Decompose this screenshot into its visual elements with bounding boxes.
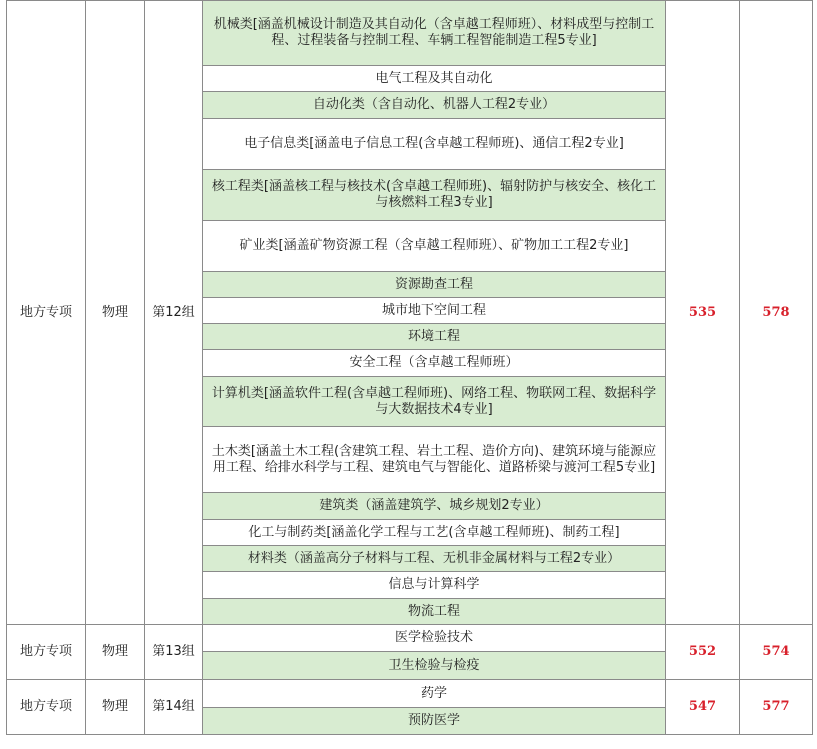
- major-cell: 安全工程（含卓越工程师班）: [203, 350, 666, 377]
- major-cell: 电气工程及其自动化: [203, 66, 666, 92]
- major-cell: 建筑类（涵盖建筑学、城乡规划2专业）: [203, 493, 666, 520]
- group-cell: 第13组: [145, 625, 203, 680]
- min-score-cell: 552: [666, 625, 740, 680]
- major-cell: 预防医学: [203, 708, 666, 735]
- major-cell: 土木类[涵盖土木工程(含建筑工程、岩土工程、造价方向)、建筑环境与能源应用工程、给排水科学与工程、建筑电气与智能化、道路桥梁与渡河工程5专业]: [203, 427, 666, 493]
- max-score-cell: 574: [740, 625, 813, 680]
- major-cell: 药学: [203, 680, 666, 708]
- min-score-cell: 547: [666, 680, 740, 735]
- major-cell: 信息与计算科学: [203, 572, 666, 599]
- major-cell: 物流工程: [203, 599, 666, 625]
- group-cell: 第14组: [145, 680, 203, 735]
- category-cell: 地方专项: [7, 625, 86, 680]
- major-cell: 自动化类（含自动化、机器人工程2专业）: [203, 92, 666, 119]
- subject-cell: 物理: [86, 625, 145, 680]
- category-cell: 地方专项: [7, 1, 86, 625]
- major-cell: 环境工程: [203, 324, 666, 350]
- table-row: [7, 680, 813, 708]
- major-cell: 机械类[涵盖机械设计制造及其自动化（含卓越工程师班）、材料成型与控制工程、过程装备与控制工程、车辆工程智能制造工程5专业]: [203, 1, 666, 66]
- major-cell: 城市地下空间工程: [203, 298, 666, 324]
- group-cell: 第12组: [145, 1, 203, 625]
- table-row: [7, 1, 813, 66]
- major-cell: 医学检验技术: [203, 625, 666, 652]
- major-cell: 资源勘查工程: [203, 272, 666, 298]
- major-cell: 矿业类[涵盖矿物资源工程（含卓越工程师班）、矿物加工工程2专业]: [203, 221, 666, 272]
- table-row: [7, 625, 813, 652]
- admission-table-body: [7, 1, 813, 735]
- major-cell: 核工程类[涵盖核工程与核技术(含卓越工程师班)、辐射防护与核安全、核化工与核燃料工程3专业]: [203, 170, 666, 221]
- subject-cell: 物理: [86, 1, 145, 625]
- subject-cell: 物理: [86, 680, 145, 735]
- admission-table: [6, 0, 813, 735]
- major-cell: 电子信息类[涵盖电子信息工程(含卓越工程师班)、通信工程2专业]: [203, 119, 666, 170]
- min-score-cell: 535: [666, 1, 740, 625]
- major-cell: 计算机类[涵盖软件工程(含卓越工程师班)、网络工程、物联网工程、数据科学与大数据技术4专业]: [203, 377, 666, 427]
- major-cell: 卫生检验与检疫: [203, 652, 666, 680]
- max-score-cell: 578: [740, 1, 813, 625]
- major-cell: 化工与制药类[涵盖化学工程与工艺(含卓越工程师班)、制药工程]: [203, 520, 666, 546]
- category-cell: 地方专项: [7, 680, 86, 735]
- major-cell: 材料类（涵盖高分子材料与工程、无机非金属材料与工程2专业）: [203, 546, 666, 572]
- max-score-cell: 577: [740, 680, 813, 735]
